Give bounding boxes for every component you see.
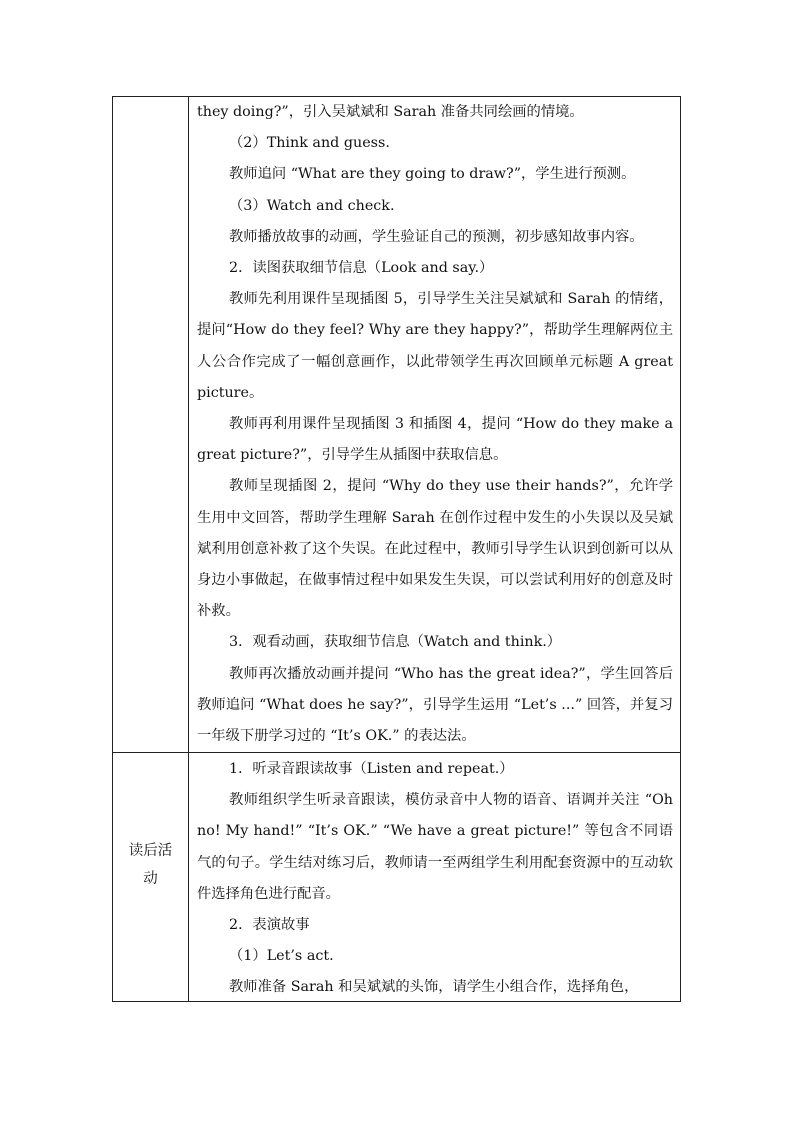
- paragraph: 3．观看动画，获取细节信息（Watch and think.）: [229, 634, 562, 651]
- row2-content: [197, 754, 673, 1004]
- paragraph: 教师再次播放动画并提问 “Who has the great idea?”，学生回答后教师追问 “What does he say?”，引导学生运用 “Let’s ...” 回答，并复习一年级下册学习过的 “It’s OK.” 的表达法。: [197, 665, 673, 745]
- row2-label: [113, 837, 188, 893]
- paragraph: 2．表演故事: [229, 917, 310, 934]
- column-divider: [188, 97, 189, 1001]
- paragraph: 教师先利用课件呈现插图 5，引导学生关注吴斌斌和 Sarah 的情绪，提问“How do they feel? Why are they happy?”，帮助学生理解两位主人公合作完成了一幅创意画作，以此带领学生再次回顾单元标题 A great picture。: [197, 291, 673, 401]
- row2-label-line1: 读后活: [128, 843, 173, 859]
- lesson-plan-table: [112, 96, 681, 1002]
- paragraph: 教师追问 “What are they going to draw?”，学生进行预测。: [229, 166, 636, 183]
- paragraph: 教师准备 Sarah 和吴斌斌的头饰，请学生小组合作，选择角色，: [229, 979, 639, 996]
- paragraph: they doing?”，引入吴斌斌和 Sarah 准备共同绘画的情境。: [197, 104, 584, 120]
- paragraph: 1．听录音跟读故事（Listen and repeat.）: [229, 761, 514, 777]
- paragraph: 教师再利用课件呈现插图 3 和插图 4，提问 “How do they make a great picture?”，引导学生从插图中获取信息。: [197, 416, 673, 464]
- paragraph: 教师呈现插图 2，提问 “Why do they use their hands?”，允许学生用中文回答，帮助学生理解 Sarah 在创作过程中发生的小失误以及吴斌斌利用创意补救了这个失误。在此过程中，教师引导学生认识到创新可以从身边小事做起，在做事情过程中如果发生失误，可以尝试利用好的创意及时补救。: [197, 478, 673, 620]
- paragraph: （1）Let’s act.: [229, 948, 334, 965]
- paragraph: 教师组织学生听录音跟读，模仿录音中人物的语音、语调并关注 “Oh no! My hand!” “It’s OK.” “We have a great picture!” 等包含不同语气的句子。学生结对练习后，教师请一至两组学生利用配套资源中的互动软件选择角色进行配音。: [197, 792, 673, 902]
- row1-content: [197, 97, 673, 752]
- paragraph: 教师播放故事的动画，学生验证自己的预测，初步感知故事内容。: [229, 228, 644, 245]
- paragraph: 2．读图获取细节信息（Look and say.）: [229, 260, 494, 277]
- paragraph: （2）Think and guess.: [229, 135, 390, 152]
- row2-label-line2: 动: [143, 871, 158, 887]
- paragraph: （3）Watch and check.: [229, 197, 395, 214]
